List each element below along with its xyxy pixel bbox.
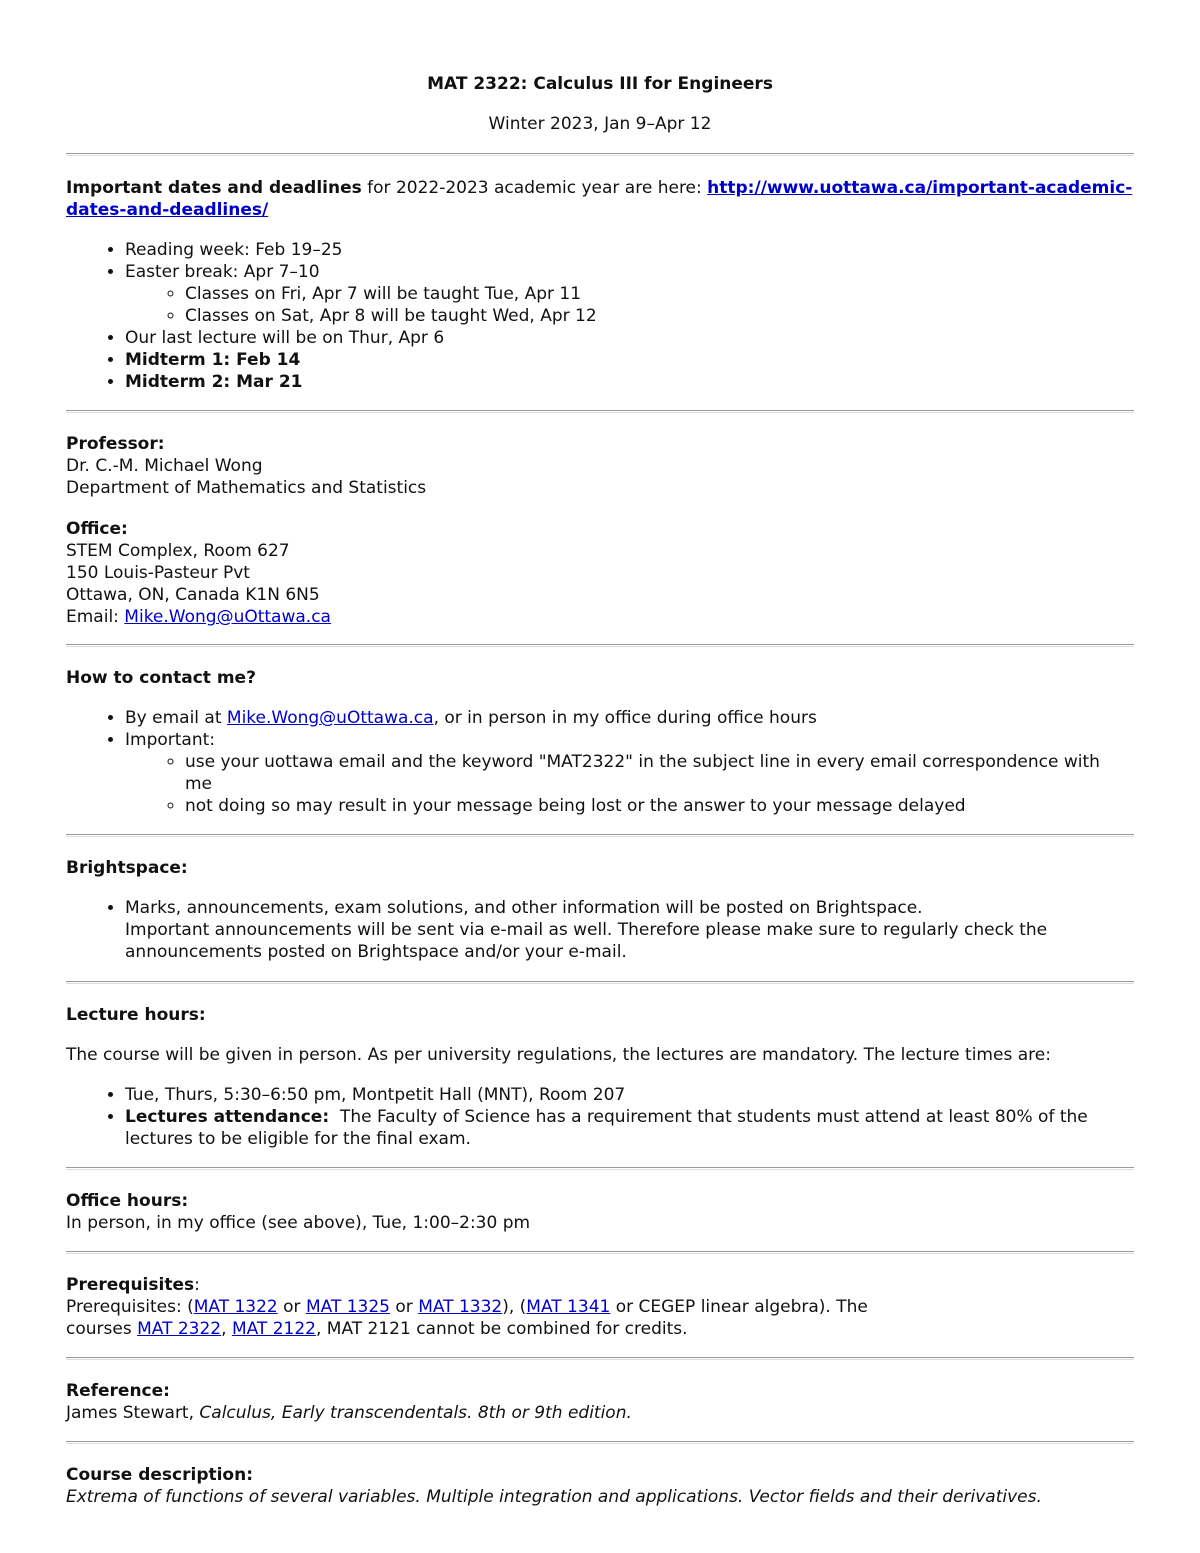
lecture-list [66,1084,1134,1150]
course-link-mat2322[interactable]: MAT 2322 [137,1319,222,1339]
page-title: MAT 2322: Calculus III for Engineers [427,74,773,94]
reference-book: Calculus, Early transcendentals. 8th or 9th edition. [199,1403,632,1423]
important-dates-heading: Important dates and deadlines [66,178,362,198]
brightspace-heading: Brightspace: [66,858,188,878]
brightspace-section [66,857,1134,963]
prerequisites-section [66,1274,1134,1340]
list-item: ◦ Classes on Fri, Apr 7 will be taught Tue, Apr 11 [185,283,1134,305]
list-item [125,897,1134,963]
prerequisites-line [66,1296,1134,1318]
office-heading: Office: [66,519,128,539]
list-item [125,707,1134,729]
heading-colon: : [194,1275,200,1295]
email-label: Email: [66,607,125,627]
important-dates-link[interactable]: http://www.uottawa.ca/important-academic-dates-and-deadlines/ [66,178,1133,220]
professor-heading: Professor: [66,434,165,454]
professor-section [66,433,1134,628]
professor-department: Department of Mathematics and Statistics [66,478,427,498]
divider [66,1357,1134,1360]
attendance-label: Lectures attendance: [125,1107,330,1127]
contact-section [66,667,1134,817]
list-item-text: The Faculty of Science has a requirement that students must attend at least 80% of the lectures to be eligible for the final exam. [125,1107,1094,1149]
text: , [221,1319,232,1339]
list-item: • Our last lecture will be on Thur, Apr 6 [125,327,1134,349]
list-item: ◦ not doing so may result in your message being lost or the answer to your message delayed [185,795,1134,817]
brightspace-list [66,897,1134,963]
list-item: ◦ Classes on Sat, Apr 8 will be taught Wed, Apr 12 [185,305,1134,327]
email-link[interactable]: Mike.Wong@uOttawa.ca [124,607,331,627]
professor-name: Dr. C.-M. Michael Wong [66,456,263,476]
list-item-text: , or in person in my office during office hours [433,708,817,728]
office-line: 150 Louis-Pasteur Pvt [66,563,250,583]
midterm-2: • Midterm 2: Mar 21 [125,371,1134,393]
list-item: ◦ use your uottawa email and the keyword "MAT2322" in the subject line in every email correspondence with me [185,751,1134,795]
contact-list [66,707,1134,817]
list-item-text: Important: [125,730,216,750]
course-description-text: Extrema of functions of several variables. Multiple integration and applications. Vector fields and their derivatives. [66,1487,1042,1507]
office-hours-section [66,1190,1134,1234]
office-hours-heading: Office hours: [66,1191,189,1211]
office-line: Ottawa, ON, Canada K1N 6N5 [66,585,320,605]
list-item [125,729,1134,817]
text: or [277,1297,306,1317]
list-item: • Reading week: Feb 19–25 [125,239,1134,261]
email-line [66,606,1134,628]
divider [66,981,1134,984]
contact-heading: How to contact me? [66,668,256,688]
course-description-section [66,1464,1134,1508]
text: , MAT 2121 cannot be combined for credits. [315,1319,688,1339]
email-link[interactable]: Mike.Wong@uOttawa.ca [226,708,434,728]
prerequisites-heading-line [66,1274,1134,1296]
divider [66,1167,1134,1170]
divider [66,410,1134,413]
office-line: STEM Complex, Room 627 [66,541,290,561]
reference-section [66,1380,1134,1424]
course-link-mat1332[interactable]: MAT 1332 [418,1297,503,1317]
sub-list [125,751,1134,817]
text: courses [66,1319,138,1339]
text: or CEGEP linear algebra). The [610,1297,868,1317]
list-item: • Tue, Thurs, 5:30–6:50 pm, Montpetit Hall (MNT), Room 207 [125,1084,1134,1106]
lecture-hours-section [66,1004,1134,1150]
lecture-intro: The course will be given in person. As per university regulations, the lectures are mandatory. The lecture times are: [66,1045,1051,1065]
course-link-mat2122[interactable]: MAT 2122 [231,1319,316,1339]
course-description-heading: Course description: [66,1465,254,1485]
list-item [125,1106,1134,1150]
text: ), ( [502,1297,527,1317]
list-item-text: Important announcements will be sent via e-mail as well. Therefore please make sure to regularly check the announcements posted on Brightspace and/or your e-mail. [125,920,1048,962]
text: or [389,1297,419,1317]
reference-heading: Reference: [66,1381,170,1401]
course-link-mat1322[interactable]: MAT 1322 [193,1297,278,1317]
list-item-text: Easter break: Apr 7–10 [125,262,320,282]
divider [66,153,1134,156]
divider [66,1441,1134,1444]
divider [66,1251,1134,1254]
credits-line [66,1318,1134,1340]
sub-list [125,283,1134,327]
list-item-text: By email at [125,708,227,728]
important-dates-section [66,177,1134,393]
important-dates-text: for 2022-2023 academic year are here: [361,178,708,198]
term-dates: Winter 2023, Jan 9–Apr 12 [488,114,712,134]
dates-list [66,239,1134,393]
text: Prerequisites: ( [66,1297,194,1317]
midterm-1: • Midterm 1: Feb 14 [125,349,1134,371]
list-item [125,261,1134,327]
divider [66,644,1134,647]
reference-text [66,1402,1134,1424]
divider [66,834,1134,837]
course-link-mat1325[interactable]: MAT 1325 [305,1297,390,1317]
prerequisites-heading: Prerequisites [66,1275,195,1295]
important-dates-intro [66,177,1134,221]
office-hours-text: In person, in my office (see above), Tue, 1:00–2:30 pm [66,1213,531,1233]
list-item-text: • Marks, announcements, exam solutions, and other information will be posted on Brightspace. [125,898,923,918]
reference-author: James Stewart, [66,1403,200,1423]
lecture-hours-heading: Lecture hours: [66,1005,206,1025]
course-link-mat1341[interactable]: MAT 1341 [526,1297,611,1317]
